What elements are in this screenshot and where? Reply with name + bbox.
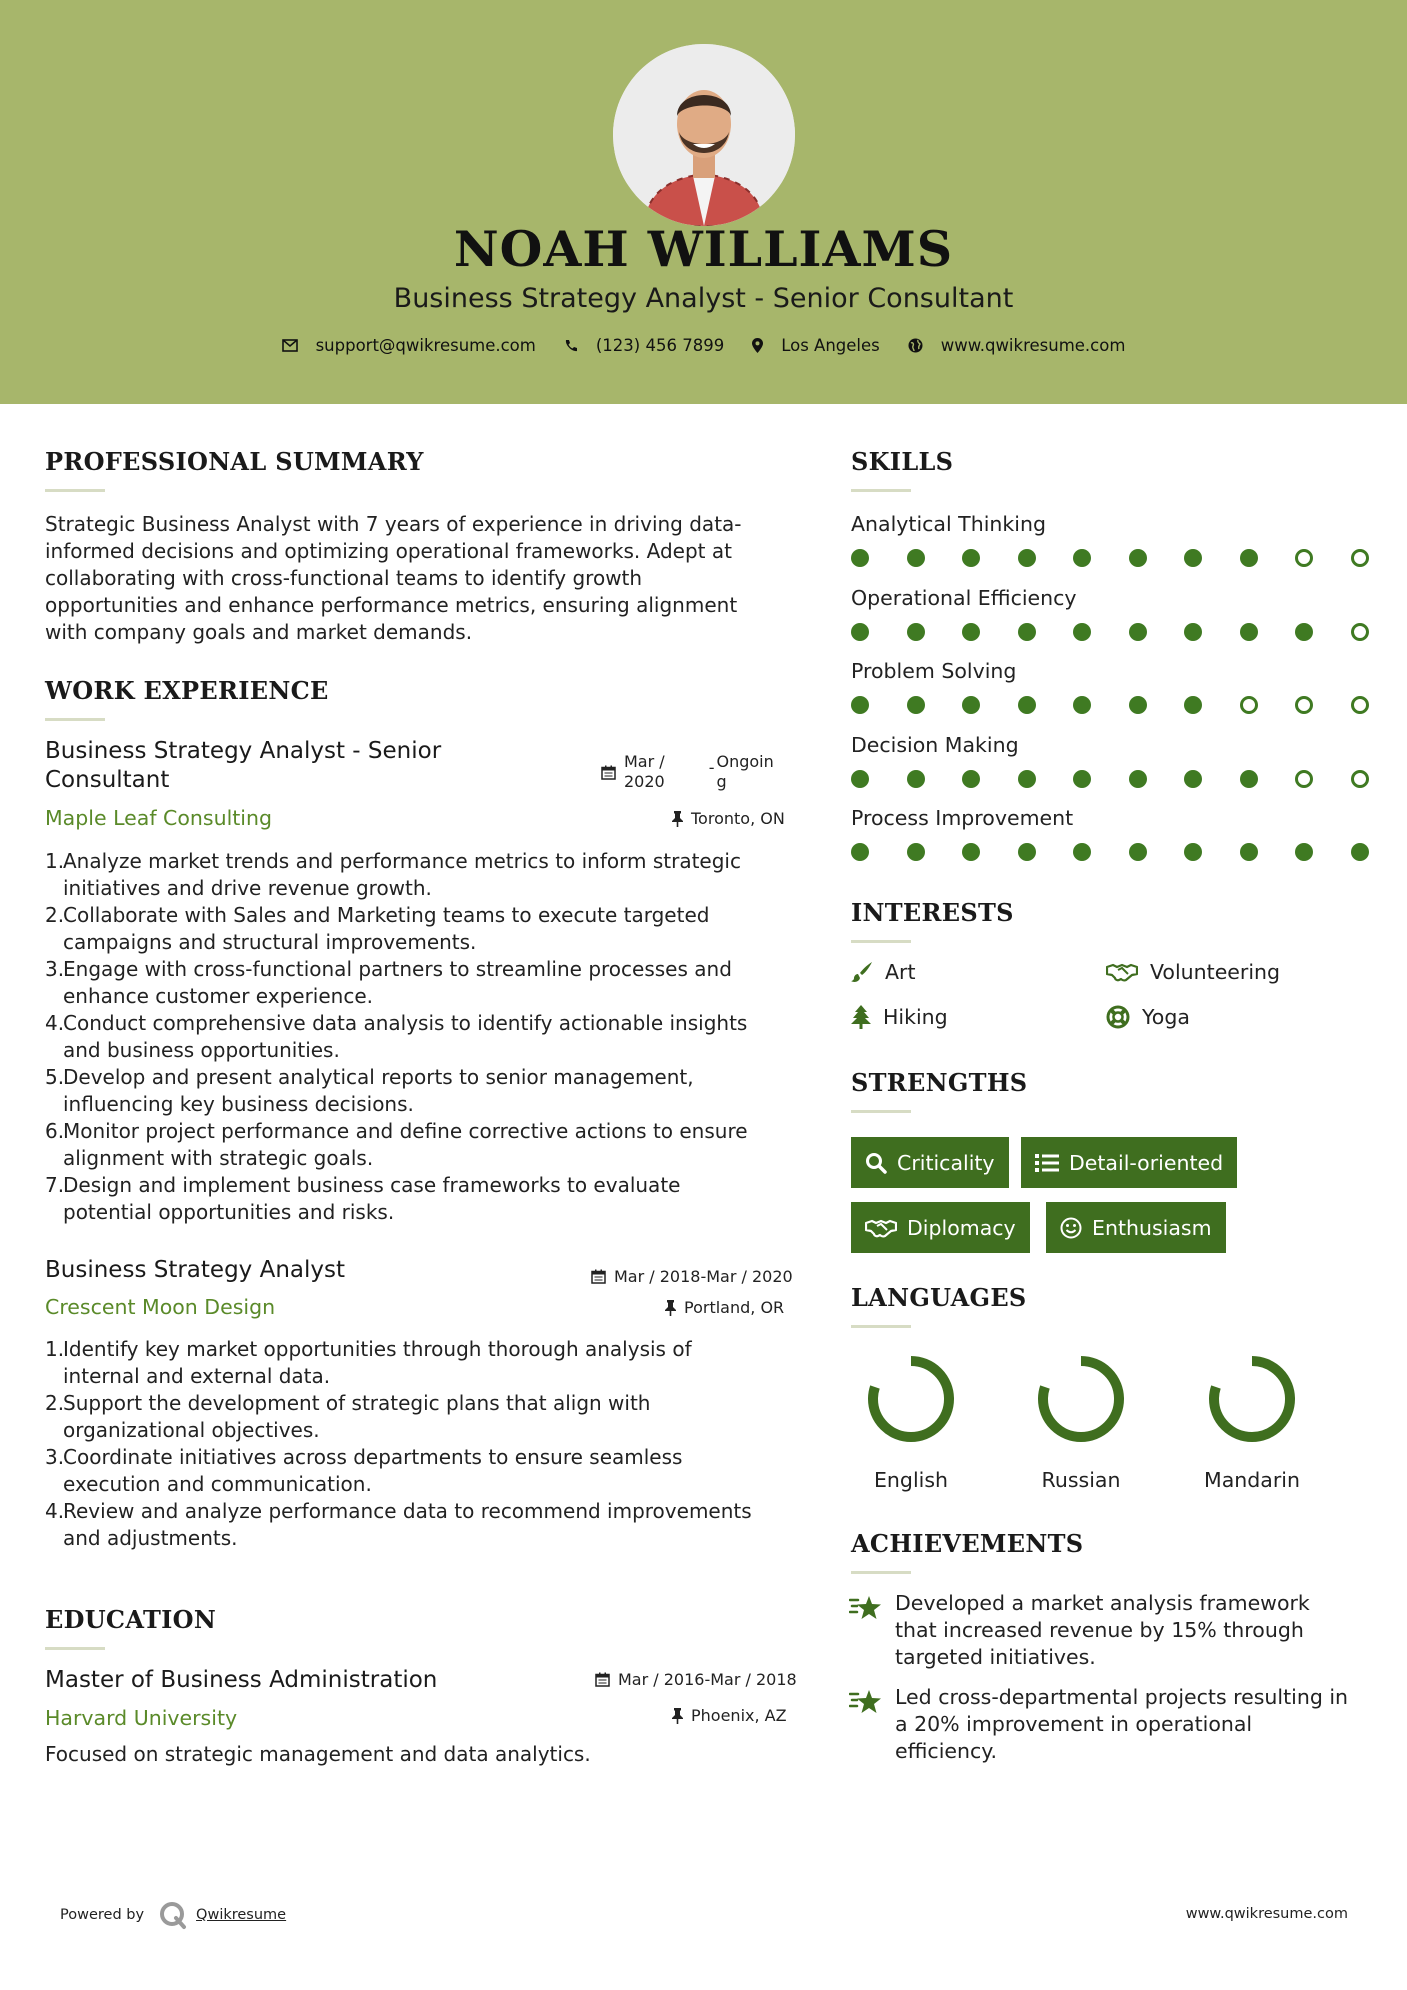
language-proficiency-ring: [1034, 1352, 1128, 1446]
calendar-icon: [591, 1269, 606, 1284]
skill-name: Operational Efficiency: [851, 585, 1077, 610]
education-rule: [45, 1647, 105, 1650]
achievements-rule: [851, 1571, 911, 1574]
qwikresume-link[interactable]: Qwikresume: [196, 1907, 287, 1923]
interest-volunteering: [1106, 960, 1280, 984]
language-mandarin: [1192, 1352, 1312, 1492]
candidate-title: Business Strategy Analyst - Senior Consultant: [393, 283, 1014, 314]
rating-dot-filled: [1240, 623, 1258, 641]
strengths-heading: STRENGTHS: [851, 1068, 1028, 1097]
rating-dot-filled: [1018, 843, 1036, 861]
calendar-icon: [601, 765, 616, 780]
rating-dot-filled: [1351, 843, 1369, 861]
rating-dot-filled: [1129, 770, 1147, 788]
rating-dot-filled: [1240, 770, 1258, 788]
bullet-line: Design and implement business case frameworks to evaluate: [63, 1173, 681, 1197]
date-line: 2020: [624, 772, 665, 791]
interest-label: Hiking: [883, 1005, 948, 1029]
bullet-line: Coordinate initiatives across departments to ensure seamless: [63, 1445, 683, 1469]
achievements-heading: ACHIEVEMENTS: [851, 1529, 1084, 1558]
rating-dot-filled: [1295, 843, 1313, 861]
bullet-line: Identify key market opportunities through thorough analysis of: [63, 1337, 692, 1361]
pushpin-icon: [672, 811, 683, 827]
date-line: g: [716, 772, 727, 791]
education-date: [595, 1670, 797, 1689]
achievement-line: that increased revenue by 15% through: [895, 1618, 1304, 1642]
strength-label: Detail-oriented: [1069, 1150, 1224, 1175]
phone-text: (123) 456 7899: [595, 336, 725, 355]
languages-rule: [851, 1325, 911, 1328]
bullet-line: Collaborate with Sales and Marketing teams to execute targeted: [63, 903, 710, 927]
summary-heading: PROFESSIONAL SUMMARY: [45, 447, 424, 476]
job-title: [45, 737, 441, 795]
rating-dot-filled: [1240, 549, 1258, 567]
resume-header: [0, 0, 1407, 404]
strength-badge-diplomacy: [851, 1202, 1030, 1253]
contact-location: [752, 336, 880, 355]
rating-dot-filled: [1129, 549, 1147, 567]
rating-dot-filled: [1129, 843, 1147, 861]
bullet-line: Review and analyze performance data to recommend improvements: [63, 1499, 752, 1523]
rating-dot-filled: [1184, 843, 1202, 861]
paintbrush-icon: [851, 961, 873, 983]
job-date: [601, 752, 774, 792]
list-item: 4. Conduct comprehensive data analysis to identify actionable insights and business opportunities.: [45, 1011, 748, 1062]
candidate-name: NOAH WILLIAMS: [453, 220, 954, 278]
pushpin-icon: [672, 1708, 683, 1724]
language-proficiency-arc: [1043, 1361, 1119, 1437]
achievement-line: Led cross-departmental projects resulting in: [895, 1685, 1349, 1709]
bullet-line: alignment with strategic goals.: [63, 1146, 374, 1170]
contact-phone[interactable]: [564, 336, 724, 355]
bullet-line: enhance customer experience.: [63, 984, 373, 1008]
interest-art: [851, 960, 916, 984]
rating-dot-filled: [851, 843, 869, 861]
interest-yoga: [1106, 1005, 1190, 1029]
strength-label: Criticality: [897, 1150, 995, 1175]
strength-badge-enthusiasm: [1046, 1202, 1226, 1253]
list-item: 3. Engage with cross-functional partners to streamline processes and enhance customer experience.: [45, 956, 748, 1010]
list-item: 3. Coordinate initiatives across departments to ensure seamless execution and communication.: [45, 1444, 752, 1498]
summary-line: Strategic Business Analyst with 7 years of experience in driving data-: [45, 512, 742, 536]
bullet-line: initiatives and drive revenue growth.: [63, 876, 432, 900]
list-item: 6. Monitor project performance and define corrective actions to ensure alignment with strategic goals.: [45, 1119, 748, 1170]
bullet-line: and adjustments.: [63, 1526, 238, 1550]
list-icon: [1035, 1153, 1059, 1173]
job-title-line: Business Strategy Analyst - Senior: [45, 738, 442, 764]
education-description: Focused on strategic management and data analytics.: [45, 1742, 591, 1766]
contact-website[interactable]: [908, 336, 1126, 355]
calendar-icon: [595, 1672, 610, 1687]
school-name: Harvard University: [45, 1706, 238, 1730]
interest-label: Volunteering: [1150, 960, 1281, 984]
location-text: Los Angeles: [781, 336, 880, 355]
skill-name: Process Improvement: [851, 806, 1074, 830]
contact-bar: [0, 336, 1407, 355]
company-name: Maple Leaf Consulting: [45, 806, 273, 830]
list-item: 7. Design and implement business case frameworks to evaluate potential opportunities and risks.: [45, 1172, 748, 1226]
language-label: Russian: [1041, 1468, 1121, 1492]
strengths-rule: [851, 1110, 911, 1113]
language-proficiency-arc: [1214, 1361, 1290, 1437]
rating-dot-filled: [1073, 843, 1091, 861]
phone-icon: [564, 339, 578, 353]
footer-website[interactable]: www.qwikresume.com: [1185, 1906, 1348, 1922]
rating-dot-filled: [1073, 696, 1091, 714]
rating-dot-empty: [1351, 623, 1369, 641]
rating-dot-filled: [1129, 696, 1147, 714]
globe-icon: [908, 338, 923, 353]
strength-badge-criticality: [851, 1137, 1009, 1188]
job-date: [591, 1267, 793, 1286]
job-location: [665, 1298, 784, 1317]
languages-heading: LANGUAGES: [851, 1283, 1027, 1312]
summary-line: opportunities and enhance performance metrics, ensuring alignment: [45, 593, 738, 617]
date-separator: -: [708, 758, 715, 777]
avatar-portrait: [613, 44, 795, 226]
qwikresume-logo-icon: [158, 1900, 188, 1930]
strength-label: Enthusiasm: [1092, 1215, 1212, 1240]
job-responsibilities: [45, 1336, 752, 1552]
email-text: support@qwikresume.com: [315, 336, 536, 355]
achievement-item: [895, 1590, 1310, 1671]
rating-dot-filled: [1073, 623, 1091, 641]
language-label: Mandarin: [1204, 1468, 1300, 1492]
list-item: 1. Identify key market opportunities through thorough analysis of internal and external data.: [45, 1336, 752, 1390]
website-text: www.qwikresume.com: [940, 336, 1126, 355]
achievement-item: [895, 1684, 1348, 1765]
summary-rule: [45, 489, 105, 492]
education-heading: EDUCATION: [45, 1605, 217, 1634]
bullet-line: internal and external data.: [63, 1364, 331, 1388]
job-responsibilities: [45, 848, 748, 1226]
language-proficiency-ring: [1205, 1352, 1299, 1446]
envelope-icon: [282, 339, 298, 352]
summary-line: informed decisions and optimizing operational frameworks. Adept at: [45, 539, 732, 563]
date-text: Mar / 2016-Mar / 2018: [618, 1670, 797, 1689]
degree-title: Master of Business Administration: [45, 1667, 438, 1693]
experience-rule: [45, 718, 105, 721]
summary-line: with company goals and market demands.: [45, 620, 473, 644]
rating-dot-filled: [1184, 696, 1202, 714]
rating-dot-filled: [962, 549, 980, 567]
search-icon: [865, 1152, 887, 1174]
bullet-line: Analyze market trends and performance metrics to inform strategic: [63, 849, 741, 873]
bullet-line: organizational objectives.: [63, 1418, 320, 1442]
map-pin-icon: [752, 338, 763, 353]
list-item: 1. Analyze market trends and performance metrics to inform strategic initiatives and drive revenue growth.: [45, 848, 748, 902]
rating-dot-filled: [1018, 770, 1036, 788]
job-title-line: Consultant: [45, 767, 170, 793]
list-item: 5. Develop and present analytical reports to senior management, influencing key business decisions.: [45, 1064, 748, 1118]
rating-dot-filled: [907, 696, 925, 714]
footer-powered-by: [60, 1900, 286, 1930]
powered-by-text: Powered by: [60, 1907, 145, 1923]
skills-rule: [851, 489, 911, 492]
bullet-line: potential opportunities and risks.: [63, 1200, 395, 1224]
date-line: Mar /: [624, 752, 665, 771]
language-english: [851, 1352, 971, 1492]
achievement-line: a 20% improvement in operational: [895, 1712, 1253, 1736]
job-location: [672, 809, 785, 828]
interests-rule: [851, 940, 911, 943]
summary-text: [45, 511, 742, 646]
interest-hiking: [851, 1005, 948, 1029]
rating-dot-filled: [962, 623, 980, 641]
skill-name: Analytical Thinking: [851, 512, 1046, 536]
language-label: English: [873, 1468, 949, 1492]
rating-dot-filled: [1184, 623, 1202, 641]
bullet-line: execution and communication.: [63, 1472, 372, 1496]
location-text: Phoenix, AZ: [691, 1706, 787, 1725]
location-text: Portland, OR: [684, 1298, 785, 1317]
list-item: 2. Collaborate with Sales and Marketing teams to execute targeted campaigns and structural improvements.: [45, 902, 748, 956]
avatar: [613, 44, 795, 226]
rating-dot-filled: [907, 843, 925, 861]
rating-dot-filled: [907, 770, 925, 788]
pushpin-icon: [665, 1300, 676, 1316]
rating-dot-filled: [851, 623, 869, 641]
bullet-line: Support the development of strategic plans that align with: [63, 1391, 651, 1415]
handshake-icon: [1106, 962, 1138, 982]
rating-dot-filled: [907, 549, 925, 567]
language-proficiency-arc: [873, 1361, 949, 1437]
rating-dot-empty: [1351, 696, 1369, 714]
rating-dot-filled: [851, 549, 869, 567]
rating-dot-filled: [1018, 696, 1036, 714]
rating-dot-empty: [1295, 770, 1313, 788]
list-item: 4. Review and analyze performance data to recommend improvements and adjustments.: [45, 1499, 752, 1550]
rating-dot-filled: [851, 696, 869, 714]
date-end: [709, 752, 774, 792]
skill-name: Decision Making: [851, 732, 1019, 757]
education-location: [672, 1706, 787, 1725]
strength-label: Diplomacy: [907, 1215, 1016, 1240]
handshake-icon: [865, 1218, 897, 1238]
experience-heading: WORK EXPERIENCE: [45, 676, 329, 705]
bullet-line: Conduct comprehensive data analysis to identify actionable insights: [63, 1011, 748, 1035]
star-icon: [849, 1594, 883, 1626]
bullet-line: Engage with cross-functional partners to streamline processes and: [63, 957, 732, 981]
rating-dot-filled: [1184, 549, 1202, 567]
skill-name: Problem Solving: [851, 659, 1017, 683]
strength-badge-detail-oriented: [1021, 1137, 1237, 1188]
rating-dot-filled: [851, 770, 869, 788]
tree-icon: [851, 1005, 871, 1029]
company-name: Crescent Moon Design: [45, 1295, 276, 1319]
bullet-line: and business opportunities.: [63, 1038, 340, 1062]
date-text: Mar / 2018-Mar / 2020: [614, 1267, 793, 1286]
summary-line: collaborating with cross-functional teams to identify growth: [45, 566, 643, 590]
achievement-line: Developed a market analysis framework: [895, 1591, 1310, 1615]
skills-heading: SKILLS: [851, 447, 954, 476]
bullet-line: campaigns and structural improvements.: [63, 930, 477, 954]
rating-dot-filled: [1073, 770, 1091, 788]
rating-dot-filled: [962, 843, 980, 861]
rating-dot-filled: [1184, 770, 1202, 788]
lifebuoy-icon: [1106, 1005, 1130, 1029]
bullet-line: Monitor project performance and define corrective actions to ensure: [63, 1119, 748, 1143]
bullet-line: influencing key business decisions.: [63, 1092, 414, 1116]
smile-icon: [1060, 1217, 1082, 1239]
language-proficiency-ring: [864, 1352, 958, 1446]
rating-dot-filled: [1018, 549, 1036, 567]
job-title: Business Strategy Analyst: [45, 1257, 345, 1283]
bullet-line: Develop and present analytical reports to senior management,: [63, 1065, 694, 1089]
date-line: Ongoin: [716, 752, 774, 771]
rating-dot-filled: [1295, 623, 1313, 641]
rating-dot-filled: [1073, 549, 1091, 567]
achievement-line: efficiency.: [895, 1739, 997, 1763]
interest-label: Yoga: [1142, 1005, 1190, 1029]
date-start: [624, 752, 665, 792]
contact-email[interactable]: [282, 336, 536, 355]
interest-label: Art: [885, 960, 916, 984]
rating-dot-filled: [1018, 623, 1036, 641]
rating-dot-empty: [1295, 696, 1313, 714]
rating-dot-empty: [1351, 770, 1369, 788]
rating-dot-filled: [907, 623, 925, 641]
interests-heading: INTERESTS: [851, 898, 1014, 927]
list-item: 2. Support the development of strategic plans that align with organizational objectives.: [45, 1390, 752, 1444]
star-icon: [849, 1688, 883, 1720]
rating-dot-empty: [1295, 549, 1313, 567]
achievement-line: targeted initiatives.: [895, 1645, 1096, 1669]
rating-dot-filled: [1240, 843, 1258, 861]
location-text: Toronto, ON: [691, 809, 785, 828]
rating-dot-filled: [1129, 623, 1147, 641]
rating-dot-filled: [962, 696, 980, 714]
rating-dot-empty: [1351, 549, 1369, 567]
rating-dot-filled: [962, 770, 980, 788]
language-russian: [1021, 1352, 1141, 1492]
rating-dot-empty: [1240, 696, 1258, 714]
